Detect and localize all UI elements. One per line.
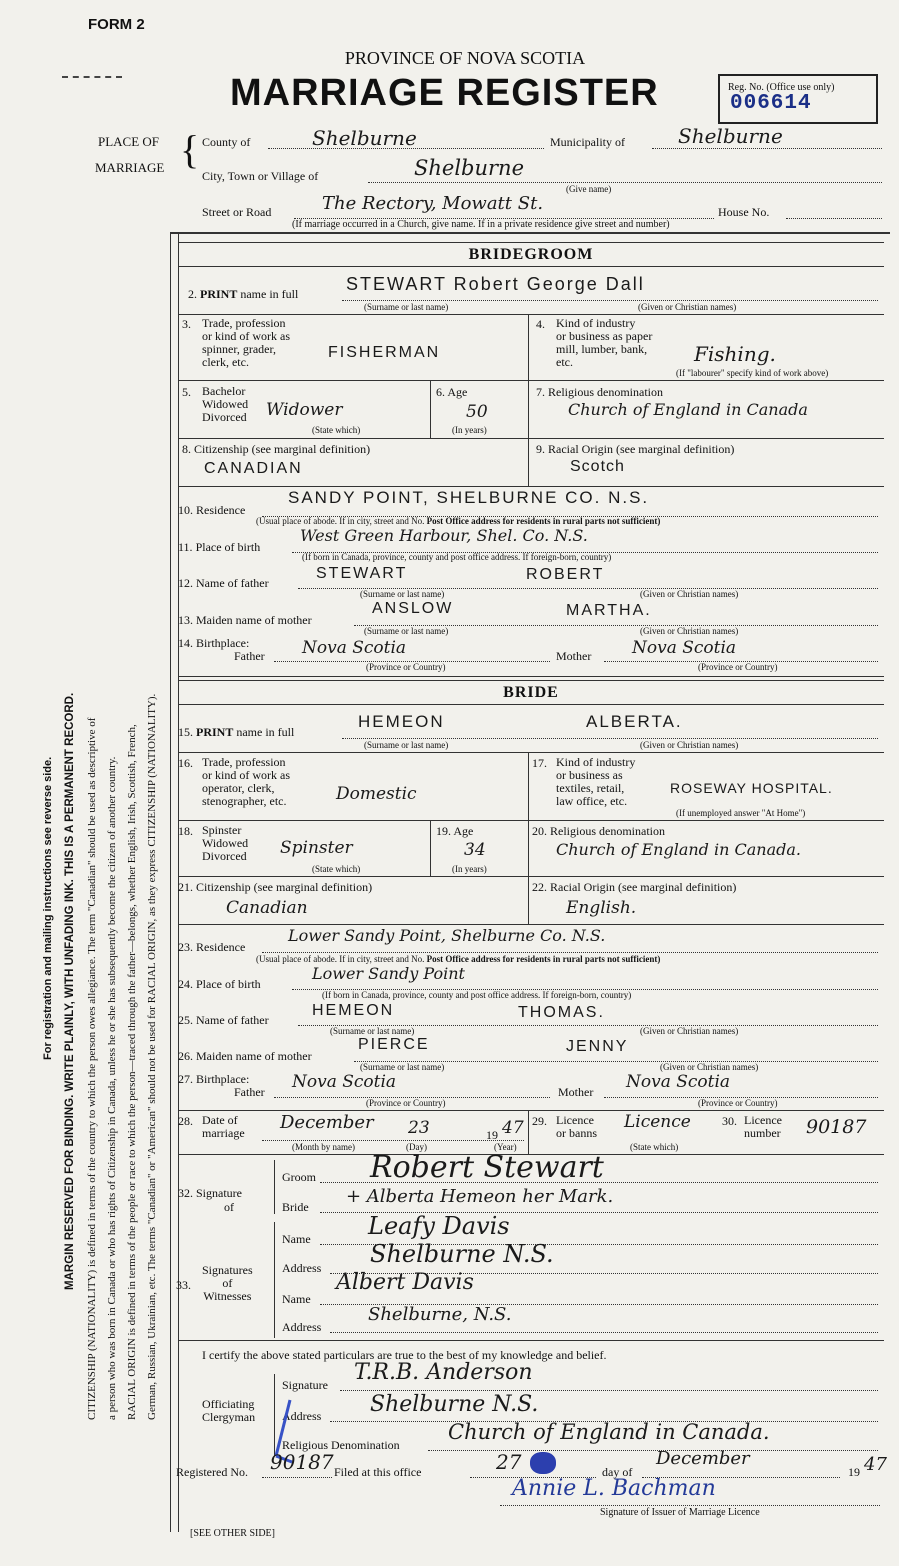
punch-mark [62, 76, 122, 81]
groom-years-note: (In years) [452, 425, 487, 435]
bride-n25: 25. [178, 1013, 193, 1027]
filed-day: 27 [496, 1450, 522, 1474]
groom-father-surname-note: (Surname or last name) [360, 589, 445, 599]
groom-father-given: ROBERT [526, 566, 605, 583]
municipality-value: Shelburne [678, 124, 783, 148]
bride-signature: + Alberta Hemeon her Mark. [346, 1186, 614, 1207]
groom-n12: 12. [178, 576, 193, 590]
bride-trade-label-4: stenographer, etc. [202, 794, 287, 808]
marriage-month: December [280, 1112, 374, 1133]
groom-trade-label-2: or kind of work as [202, 329, 290, 343]
groom-birthplace-label: Birthplace: [196, 636, 250, 650]
groom-mother-surname-note: (Surname or last name) [364, 626, 449, 636]
groom-surname-note: (Surname or last name) [364, 302, 449, 312]
place-title-1: PLACE OF [98, 134, 160, 149]
groom-status-label-1: Bachelor [202, 384, 246, 398]
margin-racial-2: German, Russian, Ukrainian, etc. The terms "Canadian" or "American" should not be used for RACIAL ORIGIN, as they express CITIZENSHIP (NATIONALITY). [146, 693, 158, 1420]
bride-status-label-2: Widowed [202, 836, 249, 850]
groom-father-given-note: (Given or Christian names) [640, 589, 739, 599]
bride-sig-label: Bride [282, 1200, 309, 1214]
filed-label: Filed at this office [334, 1465, 422, 1479]
groom-status-label-3: Divorced [202, 410, 247, 424]
groom-state-note: (State which) [312, 425, 361, 435]
groom-mother-surname: ANSLOW [372, 600, 454, 617]
groom-given-note: (Given or Christian names) [638, 302, 737, 312]
groom-n13: 13. [178, 613, 193, 627]
registered-label: Registered No. [176, 1465, 248, 1479]
bride-residence-label: Residence [196, 940, 246, 954]
groom-n7: 7. [536, 385, 545, 399]
clergy-relig-label: Religious Denomination [282, 1438, 400, 1452]
bride-mother-given: JENNY [566, 1038, 629, 1055]
street-note: (If marriage occurred in a Church, give name. If in a private residence give street and number) [292, 219, 670, 230]
bride-mother-label: Maiden name of mother [196, 1049, 312, 1063]
w1-address-label: Address [282, 1261, 322, 1275]
bride-father-word: Father [234, 1085, 265, 1099]
groom-industry-label-3: mill, lumber, bank, [556, 342, 648, 356]
groom-birth-value: West Green Harbour, Shel. Co. N.S. [300, 526, 588, 545]
footer-year-prefix: 19 [848, 1465, 860, 1479]
bride-mother-province-note: (Province or Country) [698, 1098, 778, 1108]
bride-trade-value: Domestic [336, 784, 417, 804]
city-value: Shelburne [414, 156, 525, 180]
groom-status-label-2: Widowed [202, 397, 249, 411]
groom-mother-given: MARTHA. [566, 602, 652, 619]
groom-racial-value: Scotch [570, 458, 625, 475]
bride-print-label: PRINT [196, 725, 234, 739]
w2-address: Shelburne, N.S. [368, 1304, 512, 1325]
bride-citizenship-label: Citizenship (see marginal definition) [196, 880, 373, 894]
street-label: Street or Road [202, 205, 272, 219]
groom-mother-word: Mother [556, 649, 592, 663]
groom-n10: 10. [178, 503, 193, 517]
footer-year: 47 [864, 1454, 887, 1475]
city-label: City, Town or Village of [202, 169, 319, 183]
groom-n11: 11. [178, 540, 193, 554]
bride-father-given: THOMAS. [518, 1004, 605, 1021]
filed-month: December [656, 1448, 750, 1469]
bride-birthplace-label: Birthplace: [196, 1072, 250, 1086]
bride-father-province-note: (Province or Country) [366, 1098, 446, 1108]
bride-father-label: Name of father [196, 1013, 269, 1027]
groom-trade-label-4: clerk, etc. [202, 355, 249, 369]
bride-father-birthplace: Nova Scotia [292, 1072, 397, 1092]
groom-n6: 6. [436, 385, 445, 399]
bride-father-surname: HEMEON [312, 1002, 395, 1019]
issuer-label: Signature of Issuer of Marriage Licence [600, 1507, 760, 1518]
margin-binding-notice: MARGIN RESERVED FOR BINDING. WRITE PLAINLY, WITH UNFADING INK. THIS IS A PERMANENT RECORD. [64, 692, 76, 1290]
bride-mother-surname-note: (Surname or last name) [360, 1062, 445, 1072]
day-note: (Day) [406, 1142, 427, 1152]
bride-status-label-1: Spinster [202, 823, 242, 837]
marriage-day: 23 [408, 1118, 430, 1138]
bride-n17: 17. [532, 756, 547, 770]
margin-racial-1: RACIAL ORIGIN is defined in terms of the people or race to which the person—traced through the father—belongs, whether English, Irish, Scottish, French, [126, 724, 138, 1420]
groom-citizenship-label: Citizenship (see marginal definition) [194, 442, 371, 456]
w1-name: Leafy Davis [368, 1212, 510, 1240]
licence-state-note: (State which) [630, 1142, 679, 1152]
groom-print-label: PRINT [200, 287, 238, 301]
clergy-relig: Church of England in Canada. [448, 1420, 770, 1444]
groom-mother-birthplace: Nova Scotia [632, 638, 737, 658]
province-heading: PROVINCE OF NOVA SCOTIA [344, 48, 586, 68]
bride-n23: 23. [178, 940, 193, 954]
groom-mother-province-note: (Province or Country) [698, 662, 778, 672]
clergy-address: Shelburne N.S. [370, 1392, 539, 1417]
groom-trade-label-3: spinner, grader, [202, 342, 277, 356]
bride-n16: 16. [178, 756, 193, 770]
bride-industry-note: (If unemployed answer "At Home") [676, 808, 806, 818]
bride-n20: 20. [532, 824, 547, 838]
date-label-1: Date of [202, 1113, 238, 1127]
bride-birth-label: Place of birth [196, 977, 261, 991]
groom-birth-note: (If born in Canada, province, county and post office address. If foreign-born, country) [302, 552, 612, 562]
bride-age-label: Age [453, 824, 474, 838]
bride-age-value: 34 [464, 840, 486, 860]
number-label-1: Licence [744, 1113, 782, 1127]
licence-number: 90187 [806, 1116, 867, 1138]
groom-father-word: Father [234, 649, 265, 663]
clergy-signature-label: Signature [282, 1378, 328, 1392]
groom-religion-label: Religious denomination [548, 385, 663, 399]
bride-status-label-3: Divorced [202, 849, 247, 863]
w2-name-label: Name [282, 1292, 311, 1306]
groom-industry-label-2: or business as paper [556, 329, 653, 343]
bride-birth-value: Lower Sandy Point [312, 964, 465, 983]
bride-name-label: name in full [236, 725, 295, 739]
bride-residence-value: Lower Sandy Point, Shelburne Co. N.S. [288, 926, 606, 945]
groom-n3: 3. [182, 317, 191, 331]
groom-birth-label: Place of birth [195, 540, 261, 554]
bride-father-given-note: (Given or Christian names) [640, 1026, 739, 1036]
bride-father-surname-note: (Surname or last name) [330, 1026, 415, 1036]
county-label: County of [202, 135, 251, 149]
groom-residence-note-b: Post Office address for residents in rural parts not sufficient) [426, 516, 661, 526]
groom-status-value: Widower [266, 400, 343, 420]
groom-n8: 8. [182, 442, 191, 456]
groom-father-surname: STEWART [316, 565, 408, 582]
registered-no: 90187 [270, 1450, 334, 1474]
groom-n2: 2. [188, 287, 197, 301]
groom-mother-given-note: (Given or Christian names) [640, 626, 739, 636]
see-other-side: [SEE OTHER SIDE] [190, 1528, 275, 1539]
give-name-note: (Give name) [566, 184, 612, 194]
licence-value: Licence [624, 1112, 691, 1132]
clergy-label-1: Officiating [202, 1397, 255, 1411]
bride-years-note: (In years) [452, 864, 487, 874]
licence-label-2: or banns [556, 1126, 597, 1140]
bride-n26: 26. [178, 1049, 193, 1063]
bride-state-note: (State which) [312, 864, 361, 874]
bride-n15: 15. [178, 725, 193, 739]
groom-trade-value: FISHERMAN [328, 344, 441, 361]
bride-religion-label: Religious denomination [550, 824, 665, 838]
bride-surname-value: HEMEON [358, 712, 445, 731]
house-label: House No. [718, 205, 770, 219]
groom-n14: 14. [178, 636, 193, 650]
brace-icon: { [180, 127, 200, 172]
bride-mother-surname: PIERCE [358, 1036, 430, 1053]
bride-trade-label-1: Trade, profession [202, 755, 286, 769]
bride-religion-value: Church of England in Canada. [556, 840, 802, 859]
street-value: The Rectory, Mowatt St. [322, 193, 544, 214]
bride-n19: 19. [436, 824, 451, 838]
bride-industry-value: ROSEWAY HOSPITAL. [670, 780, 833, 796]
bride-industry-label-1: Kind of industry [556, 755, 636, 769]
bride-mother-given-note: (Given or Christian names) [660, 1062, 759, 1072]
bride-citizenship-value: Canadian [226, 898, 308, 918]
reg-no-value: 006614 [730, 92, 812, 115]
page-title: MARRIAGE REGISTER [230, 72, 659, 114]
groom-trade-label-1: Trade, profession [202, 316, 286, 330]
groom-age-value: 50 [466, 402, 488, 422]
marriage-n29: 29. [532, 1114, 547, 1128]
w2-name: Albert Davis [336, 1270, 474, 1295]
groom-n5: 5. [182, 385, 191, 399]
groom-sig-label: Groom [282, 1170, 316, 1184]
bride-industry-label-4: law office, etc. [556, 794, 628, 808]
bride-n18: 18. [178, 824, 193, 838]
marriage-year: 47 [502, 1118, 524, 1138]
sig-of: of [224, 1200, 234, 1214]
groom-industry-label-1: Kind of industry [556, 316, 636, 330]
place-title-2: MARRIAGE [95, 160, 165, 175]
month-note: (Month by name) [292, 1142, 355, 1152]
date-label-2: marriage [202, 1126, 245, 1140]
clergy-address-label: Address [282, 1409, 322, 1423]
bride-n24: 24. [178, 977, 193, 991]
marriage-year-prefix: 19 [486, 1128, 498, 1142]
margin-instructions: For registration and mailing instructions see reverse side. [42, 756, 54, 1060]
groom-industry-label-4: etc. [556, 355, 573, 369]
witness-label-2: of [222, 1276, 233, 1290]
year-note: (Year) [494, 1142, 517, 1152]
reg-no-box [718, 74, 878, 124]
groom-n9: 9. [536, 442, 545, 456]
groom-industry-value: Fishing. [694, 342, 776, 366]
day-of-label: day of [602, 1465, 633, 1479]
municipality-label: Municipality of [550, 135, 625, 149]
bride-birth-note: (If born in Canada, province, county and post office address. If foreign-born, country) [322, 990, 632, 1000]
bride-trade-label-3: operator, clerk, [202, 781, 275, 795]
sig-n32: 32. [178, 1186, 193, 1200]
form-number: FORM 2 [88, 16, 145, 33]
w2-address-label: Address [282, 1320, 322, 1334]
bride-racial-label: Racial Origin (see marginal definition) [550, 880, 737, 894]
w1-name-label: Name [282, 1232, 311, 1246]
number-label-2: number [744, 1126, 781, 1140]
clergy-signature: T.R.B. Anderson [354, 1360, 533, 1385]
margin-citizenship-2: a person who was born in Canada or who has rights of Citizenship in Canada, unless he or she has subsequently become the citizen of another country. [106, 756, 118, 1420]
groom-racial-label: Racial Origin (see marginal definition) [548, 442, 735, 456]
groom-father-label: Name of father [196, 576, 269, 590]
groom-signature: Robert Stewart [370, 1150, 604, 1185]
issuer-signature: Annie L. Bachman [512, 1476, 716, 1501]
bride-status-value: Spinster [280, 838, 353, 858]
section-bridegroom: BRIDEGROOM [468, 246, 594, 263]
bride-racial-value: English. [566, 898, 637, 918]
bride-n21: 21. [178, 880, 193, 894]
bride-industry-label-2: or business as [556, 768, 623, 782]
bride-trade-label-2: or kind of work as [202, 768, 290, 782]
groom-age-label: Age [447, 385, 468, 399]
ink-blot [530, 1452, 556, 1474]
bride-industry-label-3: textiles, retail, [556, 781, 625, 795]
bride-residence-note-a: (Usual place of abode. If in city, street and No. [256, 954, 425, 964]
groom-name-label: name in full [240, 287, 299, 301]
margin-citizenship-1: CITIZENSHIP (NATIONALITY) is defined in terms of the country to which the person owes allegiance. The term "Canadian" should be used as descriptive of [86, 717, 98, 1420]
groom-residence-note-a: (Usual place of abode. If in city, street and No. [256, 516, 425, 526]
w1-address: Shelburne N.S. [370, 1240, 554, 1268]
groom-religion-value: Church of England in Canada [568, 400, 808, 419]
groom-father-birthplace: Nova Scotia [302, 638, 407, 658]
groom-residence-value: SANDY POINT, SHELBURNE CO. N.S. [288, 488, 650, 507]
clergy-label-2: Clergyman [202, 1410, 256, 1424]
certify-statement: I certify the above stated particulars are true to the best of my knowledge and belief. [202, 1348, 607, 1362]
groom-name-value: STEWART Robert George Dall [346, 274, 645, 294]
bride-mother-birthplace: Nova Scotia [626, 1072, 731, 1092]
bride-given-note: (Given or Christian names) [640, 740, 739, 750]
groom-industry-note: (If "labourer" specify kind of work above) [676, 368, 829, 378]
licence-label-1: Licence [556, 1113, 594, 1127]
marriage-n28: 28. [178, 1114, 193, 1128]
sig-label: Signature [196, 1186, 242, 1200]
marriage-n30: 30. [722, 1114, 737, 1128]
groom-mother-label: Maiden name of mother [196, 613, 312, 627]
bride-n27: 27. [178, 1072, 193, 1086]
groom-n4: 4. [536, 317, 545, 331]
bride-surname-note: (Surname or last name) [364, 740, 449, 750]
reg-no-label: Reg. No. (Office use only) [728, 82, 835, 93]
bride-mother-word: Mother [558, 1085, 594, 1099]
groom-father-province-note: (Province or Country) [366, 662, 446, 672]
witness-label-1: Signatures [202, 1263, 253, 1277]
section-bride: BRIDE [503, 684, 559, 701]
bride-residence-note-b: Post Office address for residents in rural parts not sufficient) [426, 954, 661, 964]
groom-citizenship-value: CANADIAN [204, 460, 303, 477]
witness-label-3: Witnesses [203, 1289, 252, 1303]
groom-residence-label: Residence [196, 503, 246, 517]
bride-given-value: ALBERTA. [586, 712, 683, 731]
county-value: Shelburne [312, 126, 417, 150]
sig-n33: 33. [176, 1278, 191, 1292]
bride-n22: 22. [532, 880, 547, 894]
